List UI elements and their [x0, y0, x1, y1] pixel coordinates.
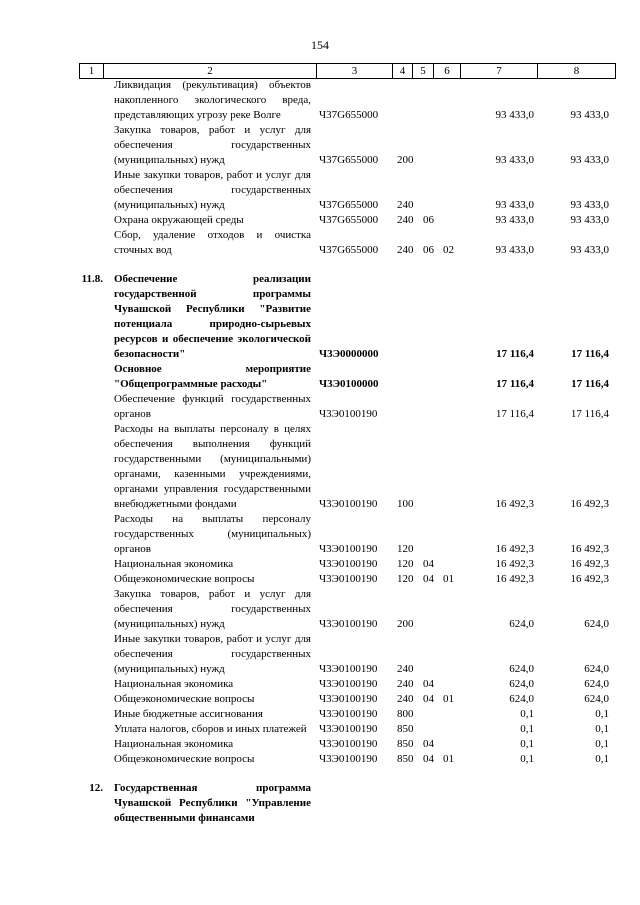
row-target-code: Ч3Э0100190 [319, 558, 378, 570]
row-amount-col8: 93 433,0 [570, 244, 609, 256]
row-amount-col7: 624,0 [509, 678, 534, 690]
row-section: 04 [423, 558, 434, 570]
table-header [79, 63, 616, 79]
row-amount-col8: 17 116,4 [570, 408, 609, 420]
row-name: Расходы на выплаты персоналу государственных (муниципальных) органов [114, 513, 311, 555]
row-name: Иные закупки товаров, работ и услуг для обеспечения государственных (муниципальных) нужд [114, 633, 311, 675]
row-section: 04 [423, 753, 434, 765]
row-expense-type: 100 [397, 498, 414, 510]
row-target-code: Ч3Э0100190 [319, 498, 378, 510]
row-name: Национальная экономика [114, 738, 234, 750]
row-amount-col8: 624,0 [584, 693, 609, 705]
row-target-code: Ч37G655000 [319, 109, 379, 121]
header-col-4: 4 [392, 64, 412, 78]
row-target-code: Ч3Э0000000 [319, 348, 379, 360]
row-section: 06 [423, 214, 434, 226]
row-target-code: Ч3Э0100000 [319, 378, 379, 390]
row-amount-col8: 93 433,0 [570, 214, 609, 226]
row-name: Закупка товаров, работ и услуг для обеспечения государственных (муниципальных) нужд [114, 588, 311, 630]
row-amount-col8: 93 433,0 [570, 154, 609, 166]
row-name: Иные бюджетные ассигнования [114, 708, 263, 720]
row-amount-col8: 0,1 [595, 708, 609, 720]
header-col-7: 7 [460, 64, 537, 78]
row-amount-col7: 0,1 [520, 738, 534, 750]
table-row [79, 168, 619, 213]
row-expense-type: 120 [397, 558, 414, 570]
row-target-code: Ч37G655000 [319, 199, 379, 211]
row-amount-col7: 0,1 [520, 723, 534, 735]
row-target-code: Ч3Э0100190 [319, 618, 378, 630]
row-target-code: Ч3Э0100190 [319, 678, 378, 690]
row-expense-type: 240 [397, 678, 414, 690]
row-amount-col8: 0,1 [595, 738, 609, 750]
row-amount-col7: 0,1 [520, 708, 534, 720]
row-subsection: 01 [443, 573, 454, 585]
table-row [79, 572, 619, 587]
table-body [79, 78, 619, 826]
table-row [79, 632, 619, 677]
row-amount-col8: 93 433,0 [570, 109, 609, 121]
row-expense-type: 120 [397, 573, 414, 585]
row-target-code: Ч37G655000 [319, 154, 379, 166]
row-name: Ликвидация (рекультивация) объектов накопленного экологического вреда, представляющих угрозу реке Волге [114, 79, 311, 121]
row-amount-col8: 624,0 [584, 618, 609, 630]
table-row [79, 557, 619, 572]
row-target-code: Ч3Э0100190 [319, 708, 378, 720]
row-amount-col8: 16 492,3 [570, 573, 609, 585]
table-row [79, 692, 619, 707]
row-name: Государственная программа Чувашской Республики "Управление общественными финансами [114, 782, 311, 824]
row-section: 04 [423, 678, 434, 690]
row-name: Обеспечение реализации государственной программы Чувашской Республики "Развитие потенциала природно-сырьевых ресурсов и обеспечение экологической безопасности" [114, 273, 311, 360]
row-target-code: Ч3Э0100190 [319, 693, 378, 705]
row-amount-col8: 16 492,3 [570, 498, 609, 510]
row-expense-type: 200 [397, 618, 414, 630]
row-expense-type: 850 [397, 738, 414, 750]
row-amount-col7: 93 433,0 [495, 109, 534, 121]
row-expense-type: 240 [397, 214, 414, 226]
row-target-code: Ч3Э0100190 [319, 723, 378, 735]
table-row [79, 752, 619, 767]
row-target-code: Ч3Э0100190 [319, 753, 378, 765]
row-name: Национальная экономика [114, 558, 234, 570]
table-row [79, 123, 619, 168]
header-col-8: 8 [537, 64, 616, 78]
table-row [79, 587, 619, 632]
table-row [79, 392, 619, 422]
row-amount-col8: 0,1 [595, 753, 609, 765]
row-amount-col7: 93 433,0 [495, 244, 534, 256]
row-target-code: Ч3Э0100190 [319, 738, 378, 750]
row-subsection: 02 [443, 244, 454, 256]
row-name: Закупка товаров, работ и услуг для обеспечения государственных (муниципальных) нужд [114, 124, 311, 166]
row-amount-col7: 16 492,3 [495, 558, 534, 570]
table-row [79, 677, 619, 692]
row-target-code: Ч3Э0100190 [319, 573, 378, 585]
table-row [79, 781, 619, 826]
row-amount-col7: 17 116,4 [496, 378, 534, 390]
row-expense-type: 240 [397, 663, 414, 675]
row-expense-type: 120 [397, 543, 414, 555]
row-amount-col7: 16 492,3 [495, 543, 534, 555]
row-expense-type: 240 [397, 693, 414, 705]
row-expense-type: 800 [397, 708, 414, 720]
table-row [79, 737, 619, 752]
row-target-code: Ч37G655000 [319, 214, 379, 226]
row-amount-col8: 93 433,0 [570, 199, 609, 211]
table-row [79, 722, 619, 737]
row-amount-col7: 93 433,0 [495, 154, 534, 166]
row-amount-col8: 0,1 [595, 723, 609, 735]
row-section: 06 [423, 244, 434, 256]
row-target-code: Ч3Э0100190 [319, 408, 378, 420]
table-row [79, 362, 619, 392]
row-number: 12. [89, 782, 103, 794]
header-col-3: 3 [316, 64, 392, 78]
row-subsection: 01 [443, 693, 454, 705]
page-number: 154 [311, 38, 329, 52]
row-name: Основное мероприятие "Общепрограммные расходы" [114, 363, 311, 390]
row-name: Иные закупки товаров, работ и услуг для обеспечения государственных (муниципальных) нужд [114, 169, 311, 211]
row-amount-col7: 0,1 [520, 753, 534, 765]
row-target-code: Ч37G655000 [319, 244, 379, 256]
row-name: Общеэкономические вопросы [114, 693, 255, 705]
row-section: 04 [423, 738, 434, 750]
row-target-code: Ч3Э0100190 [319, 663, 378, 675]
table-row [79, 512, 619, 557]
row-amount-col7: 93 433,0 [495, 214, 534, 226]
row-amount-col8: 624,0 [584, 678, 609, 690]
row-amount-col7: 624,0 [509, 693, 534, 705]
header-col-5: 5 [412, 64, 433, 78]
row-name: Общеэкономические вопросы [114, 753, 255, 765]
row-amount-col7: 624,0 [509, 618, 534, 630]
table-row [79, 78, 619, 123]
row-amount-col7: 16 492,3 [495, 498, 534, 510]
table-row [79, 228, 619, 258]
table-row [79, 272, 619, 362]
row-amount-col7: 624,0 [509, 663, 534, 675]
row-expense-type: 240 [397, 244, 414, 256]
row-name: Сбор, удаление отходов и очистка сточных вод [114, 229, 311, 256]
row-name: Охрана окружающей среды [114, 214, 244, 226]
table-row [79, 707, 619, 722]
row-name: Общеэкономические вопросы [114, 573, 255, 585]
row-subsection: 01 [443, 753, 454, 765]
row-target-code: Ч3Э0100190 [319, 543, 378, 555]
row-amount-col8: 624,0 [584, 663, 609, 675]
row-name: Уплата налогов, сборов и иных платежей [114, 723, 307, 735]
row-name: Национальная экономика [114, 678, 234, 690]
row-expense-type: 240 [397, 199, 414, 211]
table-row [79, 213, 619, 228]
row-section: 04 [423, 693, 434, 705]
row-expense-type: 200 [397, 154, 414, 166]
row-number: 11.8. [81, 273, 103, 285]
row-amount-col8: 17 116,4 [571, 378, 609, 390]
row-amount-col7: 16 492,3 [495, 573, 534, 585]
row-section: 04 [423, 573, 434, 585]
header-col-6: 6 [433, 64, 460, 78]
row-amount-col7: 93 433,0 [495, 199, 534, 211]
row-amount-col8: 17 116,4 [571, 348, 609, 360]
table-row [79, 422, 619, 512]
row-amount-col8: 16 492,3 [570, 558, 609, 570]
row-name: Обеспечение функций государственных органов [114, 393, 311, 420]
row-expense-type: 850 [397, 753, 414, 765]
row-name: Расходы на выплаты персоналу в целях обеспечения выполнения функций государственными (муниципальными) органами, казенными учреждениями, органами управления государственными внебюджетными фондами [114, 423, 311, 510]
row-amount-col7: 17 116,4 [496, 348, 534, 360]
row-amount-col7: 17 116,4 [495, 408, 534, 420]
row-amount-col8: 16 492,3 [570, 543, 609, 555]
header-col-1: 1 [79, 64, 103, 78]
header-col-2: 2 [103, 64, 316, 78]
row-expense-type: 850 [397, 723, 414, 735]
